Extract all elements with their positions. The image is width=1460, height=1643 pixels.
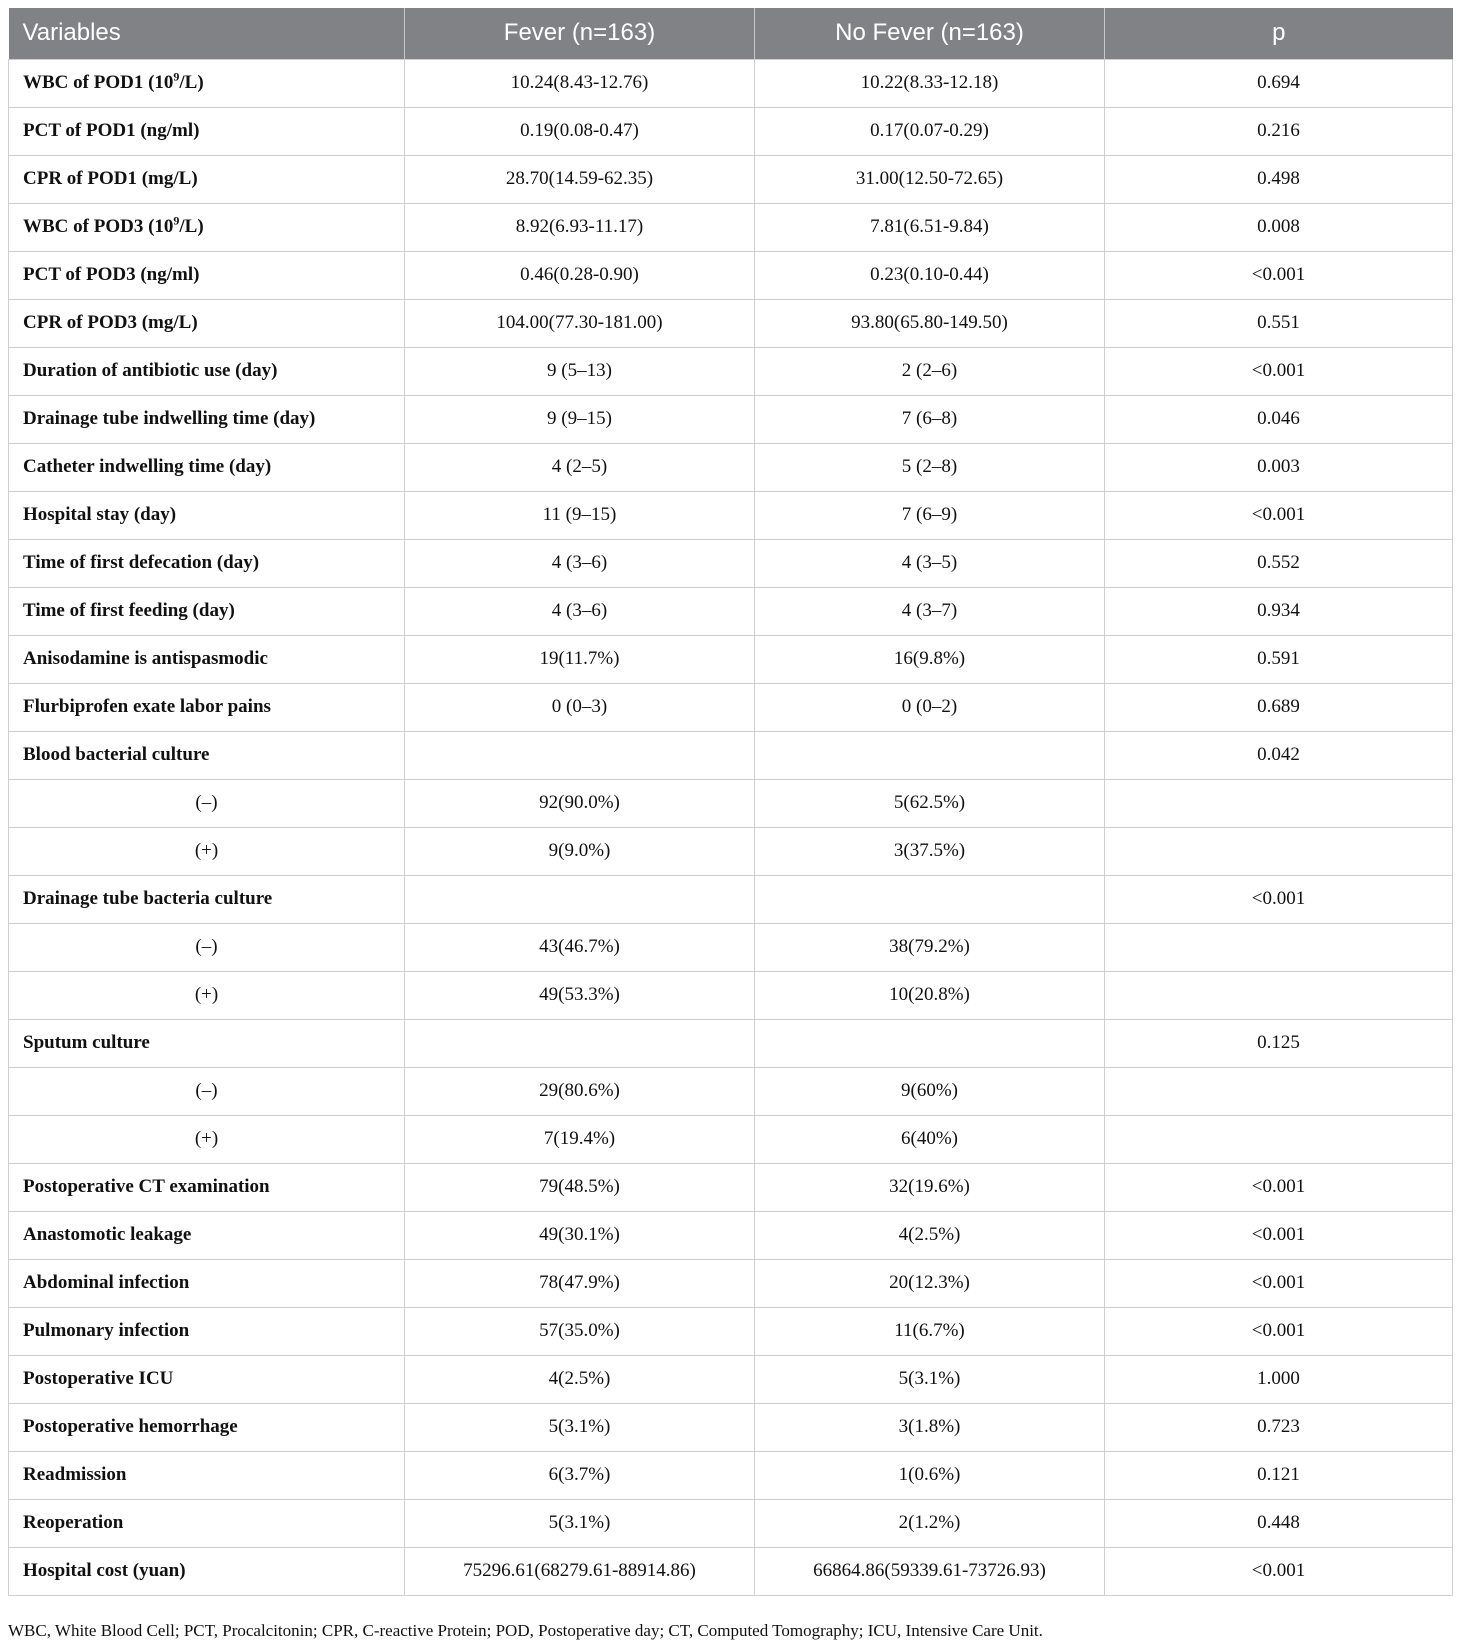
- row-variable: Reoperation: [9, 1499, 405, 1547]
- cell-fever: 0 (0–3): [405, 683, 755, 731]
- table-row: [9, 1451, 1453, 1499]
- cell-no-fever: [755, 875, 1105, 923]
- table-row: [9, 923, 1453, 971]
- row-variable: [9, 203, 405, 251]
- cell-fever: 9(9.0%): [405, 827, 755, 875]
- table-row: [9, 779, 1453, 827]
- table-row: [9, 1547, 1453, 1595]
- table-row: [9, 635, 1453, 683]
- variable-superscript: 9: [173, 69, 180, 84]
- cell-fever: 0.46(0.28-0.90): [405, 251, 755, 299]
- cell-no-fever: [755, 1019, 1105, 1067]
- cell-p-value: <0.001: [1105, 875, 1453, 923]
- cell-p-value: 0.042: [1105, 731, 1453, 779]
- table-row: [9, 827, 1453, 875]
- table-row: [9, 155, 1453, 203]
- cell-no-fever: 31.00(12.50-72.65): [755, 155, 1105, 203]
- cell-p-value: 0.003: [1105, 443, 1453, 491]
- table-row: [9, 1259, 1453, 1307]
- cell-no-fever: 3(37.5%): [755, 827, 1105, 875]
- table-row: [9, 971, 1453, 1019]
- row-variable: Postoperative ICU: [9, 1355, 405, 1403]
- cell-p-value: 0.551: [1105, 299, 1453, 347]
- cell-no-fever: 4 (3–7): [755, 587, 1105, 635]
- table-row: [9, 875, 1453, 923]
- row-variable: Postoperative CT examination: [9, 1163, 405, 1211]
- cell-fever: 49(30.1%): [405, 1211, 755, 1259]
- cell-no-fever: 5(3.1%): [755, 1355, 1105, 1403]
- cell-fever: 79(48.5%): [405, 1163, 755, 1211]
- table-row: [9, 1355, 1453, 1403]
- cell-p-value: [1105, 1115, 1453, 1163]
- cell-fever: 19(11.7%): [405, 635, 755, 683]
- table-row: [9, 539, 1453, 587]
- cell-no-fever: 16(9.8%): [755, 635, 1105, 683]
- row-variable: Blood bacterial culture: [9, 731, 405, 779]
- row-variable: Drainage tube indwelling time (day): [9, 395, 405, 443]
- cell-no-fever: 20(12.3%): [755, 1259, 1105, 1307]
- cell-fever: 11 (9–15): [405, 491, 755, 539]
- table-row: [9, 1115, 1453, 1163]
- table-row: [9, 683, 1453, 731]
- table-row: [9, 299, 1453, 347]
- cell-no-fever: 11(6.7%): [755, 1307, 1105, 1355]
- table-row: [9, 1163, 1453, 1211]
- table-row: [9, 1019, 1453, 1067]
- cell-fever: 4(2.5%): [405, 1355, 755, 1403]
- variable-text: WBC of POD3 (10: [23, 216, 174, 237]
- row-variable: CPR of POD3 (mg/L): [9, 299, 405, 347]
- cell-p-value: [1105, 779, 1453, 827]
- row-variable: Catheter indwelling time (day): [9, 443, 405, 491]
- cell-fever: 5(3.1%): [405, 1499, 755, 1547]
- cell-fever: 92(90.0%): [405, 779, 755, 827]
- cell-fever: 0.19(0.08-0.47): [405, 107, 755, 155]
- cell-p-value: <0.001: [1105, 1259, 1453, 1307]
- cell-no-fever: 6(40%): [755, 1115, 1105, 1163]
- cell-fever: 29(80.6%): [405, 1067, 755, 1115]
- header-no-fever: No Fever (n=163): [755, 8, 1105, 59]
- cell-no-fever: 0.23(0.10-0.44): [755, 251, 1105, 299]
- cell-no-fever: 0.17(0.07-0.29): [755, 107, 1105, 155]
- cell-no-fever: 7.81(6.51-9.84): [755, 203, 1105, 251]
- cell-p-value: 0.723: [1105, 1403, 1453, 1451]
- cell-fever: 9 (9–15): [405, 395, 755, 443]
- table-row: [9, 395, 1453, 443]
- cell-fever: 7(19.4%): [405, 1115, 755, 1163]
- row-variable: PCT of POD1 (ng/ml): [9, 107, 405, 155]
- row-subcategory: (–): [9, 1067, 405, 1115]
- cell-p-value: 0.694: [1105, 59, 1453, 107]
- row-variable: Abdominal infection: [9, 1259, 405, 1307]
- variable-superscript: 9: [173, 213, 180, 228]
- table-row: [9, 731, 1453, 779]
- cell-p-value: 0.552: [1105, 539, 1453, 587]
- cell-p-value: 1.000: [1105, 1355, 1453, 1403]
- cell-fever: 28.70(14.59-62.35): [405, 155, 755, 203]
- table-row: [9, 587, 1453, 635]
- row-variable: Flurbiprofen exate labor pains: [9, 683, 405, 731]
- row-variable: [9, 59, 405, 107]
- row-variable: Drainage tube bacteria culture: [9, 875, 405, 923]
- cell-no-fever: 32(19.6%): [755, 1163, 1105, 1211]
- cell-fever: 57(35.0%): [405, 1307, 755, 1355]
- table-row: [9, 1403, 1453, 1451]
- row-variable: CPR of POD1 (mg/L): [9, 155, 405, 203]
- table-row: [9, 251, 1453, 299]
- cell-p-value: 0.216: [1105, 107, 1453, 155]
- cell-fever: 4 (3–6): [405, 539, 755, 587]
- row-variable: Duration of antibiotic use (day): [9, 347, 405, 395]
- cell-no-fever: 9(60%): [755, 1067, 1105, 1115]
- cell-no-fever: 7 (6–8): [755, 395, 1105, 443]
- row-variable: Time of first feeding (day): [9, 587, 405, 635]
- cell-fever: 49(53.3%): [405, 971, 755, 1019]
- table-container: [8, 8, 1452, 1596]
- cell-p-value: <0.001: [1105, 251, 1453, 299]
- cell-fever: 78(47.9%): [405, 1259, 755, 1307]
- row-subcategory: (–): [9, 923, 405, 971]
- cell-fever: 75296.61(68279.61-88914.86): [405, 1547, 755, 1595]
- header-p: p: [1105, 8, 1453, 59]
- cell-no-fever: 2 (2–6): [755, 347, 1105, 395]
- cell-p-value: [1105, 1067, 1453, 1115]
- cell-p-value: <0.001: [1105, 491, 1453, 539]
- cell-no-fever: [755, 731, 1105, 779]
- cell-p-value: 0.498: [1105, 155, 1453, 203]
- cell-p-value: [1105, 923, 1453, 971]
- table-row: [9, 1307, 1453, 1355]
- table-header-row: [9, 8, 1453, 59]
- table-row: [9, 1211, 1453, 1259]
- table-row: [9, 1499, 1453, 1547]
- cell-p-value: <0.001: [1105, 1163, 1453, 1211]
- cell-fever: 8.92(6.93-11.17): [405, 203, 755, 251]
- cell-p-value: <0.001: [1105, 347, 1453, 395]
- row-subcategory: (+): [9, 971, 405, 1019]
- row-variable: Hospital stay (day): [9, 491, 405, 539]
- cell-fever: [405, 731, 755, 779]
- cell-no-fever: 4(2.5%): [755, 1211, 1105, 1259]
- cell-fever: 5(3.1%): [405, 1403, 755, 1451]
- cell-p-value: <0.001: [1105, 1211, 1453, 1259]
- row-variable: Sputum culture: [9, 1019, 405, 1067]
- cell-fever: 104.00(77.30-181.00): [405, 299, 755, 347]
- row-variable: Anastomotic leakage: [9, 1211, 405, 1259]
- row-variable: Anisodamine is antispasmodic: [9, 635, 405, 683]
- table-row: [9, 203, 1453, 251]
- cell-p-value: 0.689: [1105, 683, 1453, 731]
- variable-text-tail: /L): [179, 72, 204, 93]
- cell-no-fever: 7 (6–9): [755, 491, 1105, 539]
- cell-fever: 4 (2–5): [405, 443, 755, 491]
- cell-no-fever: 38(79.2%): [755, 923, 1105, 971]
- header-variables: Variables: [22, 19, 121, 47]
- row-variable: Pulmonary infection: [9, 1307, 405, 1355]
- cell-fever: 4 (3–6): [405, 587, 755, 635]
- cell-fever: [405, 875, 755, 923]
- row-variable: PCT of POD3 (ng/ml): [9, 251, 405, 299]
- header-fever: Fever (n=163): [405, 8, 755, 59]
- cell-fever: [405, 1019, 755, 1067]
- cell-fever: 10.24(8.43-12.76): [405, 59, 755, 107]
- cell-no-fever: 5 (2–8): [755, 443, 1105, 491]
- cell-p-value: 0.125: [1105, 1019, 1453, 1067]
- table-row: [9, 491, 1453, 539]
- table-row: [9, 1067, 1453, 1115]
- table-row: [9, 59, 1453, 107]
- table-body: [9, 59, 1453, 1595]
- row-subcategory: (–): [9, 779, 405, 827]
- cell-no-fever: 2(1.2%): [755, 1499, 1105, 1547]
- cell-fever: 6(3.7%): [405, 1451, 755, 1499]
- row-variable: Postoperative hemorrhage: [9, 1403, 405, 1451]
- cell-no-fever: 4 (3–5): [755, 539, 1105, 587]
- cell-no-fever: 10(20.8%): [755, 971, 1105, 1019]
- row-subcategory: (+): [9, 827, 405, 875]
- cell-no-fever: 10.22(8.33-12.18): [755, 59, 1105, 107]
- cell-p-value: [1105, 827, 1453, 875]
- cell-fever: 43(46.7%): [405, 923, 755, 971]
- variable-text-tail: /L): [179, 216, 204, 237]
- cell-fever: 9 (5–13): [405, 347, 755, 395]
- cell-no-fever: 0 (0–2): [755, 683, 1105, 731]
- cell-no-fever: 1(0.6%): [755, 1451, 1105, 1499]
- cell-p-value: 0.121: [1105, 1451, 1453, 1499]
- cell-no-fever: 66864.86(59339.61-73726.93): [755, 1547, 1105, 1595]
- row-subcategory: (+): [9, 1115, 405, 1163]
- cell-p-value: 0.008: [1105, 203, 1453, 251]
- cell-p-value: 0.448: [1105, 1499, 1453, 1547]
- table-row: [9, 107, 1453, 155]
- table-row: [9, 443, 1453, 491]
- row-variable: Hospital cost (yuan): [9, 1547, 405, 1595]
- cell-p-value: 0.934: [1105, 587, 1453, 635]
- table-footnote: WBC, White Blood Cell; PCT, Procalcitonin; CPR, C-reactive Protein; POD, Postoperative day; CT, Computed Tomography; ICU, Intensive Care Unit.: [8, 1621, 1043, 1640]
- row-variable: Readmission: [9, 1451, 405, 1499]
- cell-no-fever: 5(62.5%): [755, 779, 1105, 827]
- cell-p-value: 0.046: [1105, 395, 1453, 443]
- variable-text: WBC of POD1 (10: [23, 72, 174, 93]
- cell-p-value: <0.001: [1105, 1547, 1453, 1595]
- results-table: [8, 8, 1453, 1596]
- cell-p-value: [1105, 971, 1453, 1019]
- cell-p-value: <0.001: [1105, 1307, 1453, 1355]
- row-variable: Time of first defecation (day): [9, 539, 405, 587]
- table-row: [9, 347, 1453, 395]
- cell-no-fever: 93.80(65.80-149.50): [755, 299, 1105, 347]
- cell-p-value: 0.591: [1105, 635, 1453, 683]
- cell-no-fever: 3(1.8%): [755, 1403, 1105, 1451]
